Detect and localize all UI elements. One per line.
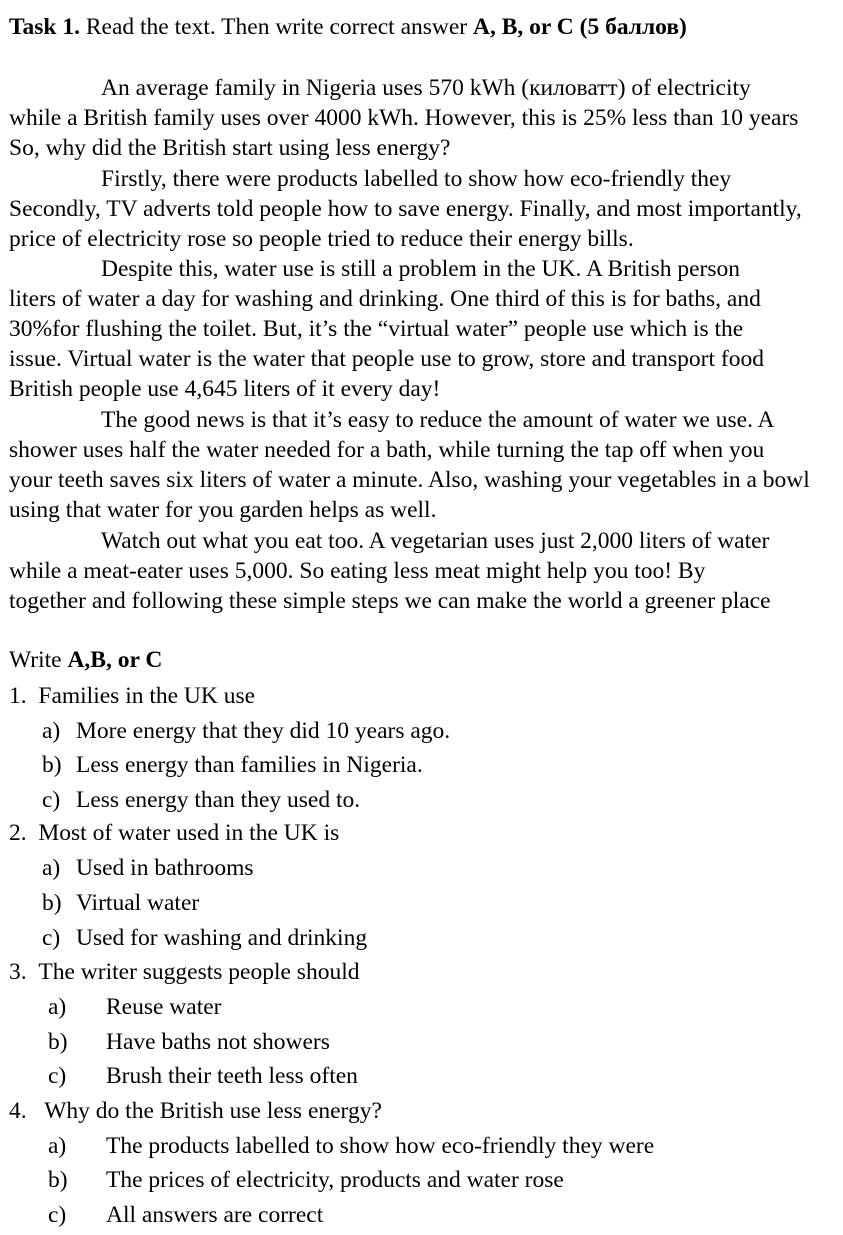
option-letter: a) bbox=[42, 718, 61, 744]
task-label: Task 1. bbox=[9, 14, 80, 40]
write-heading-options: A,B, or C bbox=[67, 647, 163, 673]
question-1 bbox=[9, 681, 255, 711]
option-2a bbox=[42, 853, 254, 883]
option-1c bbox=[42, 785, 360, 815]
option-3a bbox=[48, 992, 222, 1022]
task-title bbox=[9, 12, 687, 42]
option-4a bbox=[48, 1131, 654, 1161]
write-heading bbox=[9, 645, 162, 675]
option-text: Less energy than families in Nigeria. bbox=[76, 752, 423, 778]
option-letter: c) bbox=[42, 925, 61, 951]
task-answer-format: A, B, or C (5 баллов) bbox=[473, 14, 687, 40]
option-2b bbox=[42, 888, 199, 918]
text-line: together and following these simple steps we can make the world a greener place bbox=[9, 588, 771, 614]
option-letter: a) bbox=[48, 1133, 67, 1159]
question-text: Families in the UK use bbox=[38, 683, 256, 709]
option-3c bbox=[48, 1061, 358, 1091]
option-text: Have baths not showers bbox=[106, 1029, 330, 1055]
question-3 bbox=[9, 957, 359, 987]
option-text: Used in bathrooms bbox=[76, 855, 254, 881]
text-line: issue. Virtual water is the water that people use to grow, store and transport food bbox=[9, 346, 764, 372]
text-line: An average family in Nigeria uses 570 kWh (киловатт) of electricity bbox=[101, 75, 751, 101]
option-letter: b) bbox=[42, 752, 62, 778]
option-4c bbox=[48, 1200, 323, 1230]
option-text: The prices of electricity, products and water rose bbox=[106, 1167, 564, 1193]
text-line: while a British family uses over 4000 kWh. However, this is 25% less than 10 years bbox=[9, 105, 799, 131]
text-line: Watch out what you eat too. A vegetarian uses just 2,000 liters of water bbox=[101, 528, 770, 554]
text-line: 30%for flushing the toilet. But, it’s the “virtual water” people use which is the bbox=[9, 316, 744, 342]
text-line: liters of water a day for washing and drinking. One third of this is for baths, and bbox=[9, 286, 761, 312]
question-number: 1. bbox=[9, 683, 27, 709]
option-2c bbox=[42, 923, 367, 953]
question-number: 3. bbox=[9, 959, 27, 985]
text-line: price of electricity rose so people tried to reduce their energy bills. bbox=[9, 226, 634, 252]
option-letter: b) bbox=[48, 1167, 68, 1193]
option-4b bbox=[48, 1165, 564, 1195]
text-line: The good news is that it’s easy to reduce the amount of water we use. A bbox=[101, 407, 775, 433]
question-text: Why do the British use less energy? bbox=[44, 1098, 382, 1124]
option-letter: c) bbox=[48, 1063, 67, 1089]
text-line: British people use 4,645 liters of it every day! bbox=[9, 376, 441, 402]
text-line: while a meat-eater uses 5,000. So eating less meat might help you too! By bbox=[9, 558, 706, 584]
question-2 bbox=[9, 818, 339, 848]
question-4 bbox=[9, 1096, 382, 1126]
option-letter: b) bbox=[48, 1029, 68, 1055]
option-letter: a) bbox=[48, 994, 67, 1020]
question-number: 2. bbox=[9, 820, 27, 846]
option-letter: c) bbox=[48, 1202, 67, 1228]
option-1a bbox=[42, 716, 450, 746]
option-text: Used for washing and drinking bbox=[76, 925, 368, 951]
option-text: More energy that they did 10 years ago. bbox=[76, 718, 451, 744]
option-1b bbox=[42, 750, 423, 780]
text-line: using that water for you garden helps as well. bbox=[9, 497, 437, 523]
option-text: Virtual water bbox=[76, 890, 200, 916]
option-letter: c) bbox=[42, 787, 61, 813]
text-line: shower uses half the water needed for a bath, while turning the tap off when you bbox=[9, 437, 765, 463]
option-text: The products labelled to show how eco-friendly they were bbox=[106, 1133, 655, 1159]
text-line: Secondly, TV adverts told people how to save energy. Finally, and most importantly, bbox=[9, 196, 802, 222]
text-line: Firstly, there were products labelled to show how eco-friendly they bbox=[101, 166, 732, 192]
option-text: Less energy than they used to. bbox=[76, 787, 361, 813]
question-number: 4. bbox=[9, 1098, 27, 1124]
text-line: your teeth saves six liters of water a minute. Also, washing your vegetables in a bowl bbox=[9, 467, 810, 493]
question-text: Most of water used in the UK is bbox=[38, 820, 340, 846]
option-3b bbox=[48, 1027, 330, 1057]
option-letter: a) bbox=[42, 855, 61, 881]
task-instruction: Read the text. Then write correct answer bbox=[79, 14, 474, 40]
text-line: So, why did the British start using less energy? bbox=[9, 135, 451, 161]
text-line: Despite this, water use is still a problem in the UK. A British person bbox=[101, 256, 740, 282]
question-text: The writer suggests people should bbox=[38, 959, 360, 985]
option-text: Brush their teeth less often bbox=[106, 1063, 358, 1089]
option-letter: b) bbox=[42, 890, 62, 916]
option-text: Reuse water bbox=[106, 994, 222, 1020]
option-text: All answers are correct bbox=[106, 1202, 324, 1228]
write-heading-label: Write bbox=[9, 647, 68, 673]
